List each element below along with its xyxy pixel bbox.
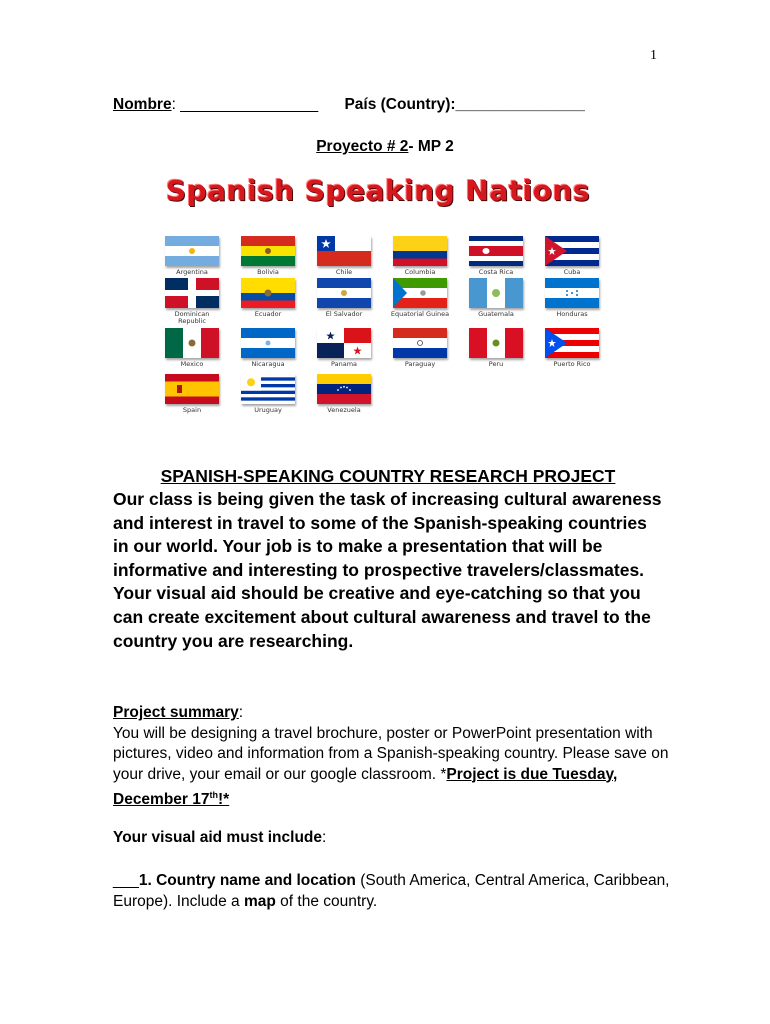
venezuela-flag-icon bbox=[317, 374, 371, 404]
colombia-flag-icon bbox=[393, 236, 447, 266]
mexico-flag-icon bbox=[165, 328, 219, 358]
flag-label: Peru bbox=[488, 360, 504, 368]
flag-label: Panama bbox=[330, 360, 358, 368]
cuba-flag-icon bbox=[545, 236, 599, 266]
flag-label: Uruguay bbox=[254, 406, 282, 414]
flag-cell-chile bbox=[314, 236, 374, 276]
flag-cell-mexico bbox=[162, 328, 222, 368]
due-date-end: !* bbox=[218, 791, 230, 809]
el-salvador-flag-icon bbox=[317, 278, 371, 308]
flag-cell-argentina bbox=[162, 236, 222, 276]
project-title bbox=[0, 138, 770, 156]
flag-label: Cuba bbox=[563, 268, 581, 276]
flags-collage bbox=[148, 168, 608, 418]
checklist-blank: ___ bbox=[113, 872, 139, 889]
student-header bbox=[113, 96, 673, 114]
dominican-republic-flag-icon bbox=[165, 278, 219, 308]
flag-cell-peru bbox=[466, 328, 526, 368]
nombre-colon: : bbox=[171, 96, 176, 113]
flag-label: Argentina bbox=[176, 268, 208, 276]
flag-cell-honduras bbox=[542, 278, 602, 318]
flag-cell-colombia bbox=[390, 236, 450, 276]
guatemala-flag-icon bbox=[469, 278, 523, 308]
nombre-label: Nombre bbox=[113, 96, 172, 113]
flag-label: Mexico bbox=[180, 360, 204, 368]
flag-label: Paraguay bbox=[404, 360, 436, 368]
argentina-flag-icon bbox=[165, 236, 219, 266]
costa-rica-flag-icon bbox=[469, 236, 523, 266]
panama-flag-icon bbox=[317, 328, 371, 358]
due-date-suffix: th bbox=[209, 790, 219, 800]
flag-label: Guatemala bbox=[478, 310, 514, 318]
page-number: 1 bbox=[650, 48, 657, 63]
pais-label: País (Country): bbox=[344, 96, 456, 113]
project-mp: - MP 2 bbox=[408, 138, 454, 155]
flag-cell-equatorial-guinea bbox=[390, 278, 450, 318]
include-label: Your visual aid must include bbox=[113, 829, 323, 846]
item-1-text-a: (South America, Central America, Caribbean, Europe). Include a bbox=[113, 872, 670, 910]
item-1-map-word: map bbox=[243, 892, 276, 910]
flag-cell-guatemala bbox=[466, 278, 526, 318]
flag-label: Costa Rica bbox=[478, 268, 514, 276]
equatorial-guinea-flag-icon bbox=[393, 278, 447, 308]
flag-cell-dominican-republic bbox=[162, 278, 222, 325]
nicaragua-flag-icon bbox=[241, 328, 295, 358]
flag-label: Puerto Rico bbox=[553, 360, 591, 368]
due-date-text: Project is due Tuesday, December 17 bbox=[113, 765, 618, 809]
flag-label: Venezuela bbox=[327, 406, 361, 414]
flag-label: Nicaragua bbox=[251, 360, 285, 368]
project-number: Proyecto # 2 bbox=[316, 138, 409, 155]
flag-cell-costa-rica bbox=[466, 236, 526, 276]
peru-flag-icon bbox=[469, 328, 523, 358]
flag-cell-nicaragua bbox=[238, 328, 298, 368]
include-heading bbox=[113, 829, 326, 847]
flag-label: Honduras bbox=[556, 310, 588, 318]
intro-paragraph: Our class is being given the task of increasing cultural awareness and interest in travel to some of the Spanish-speaking countries in our world. Your job is to make a presentation that will be informative and interesting to prospective travelers/classmates. Your visual aid should be creative and eye-catching so that you can create excitement about cultural awareness and travel to the country you are researching. bbox=[113, 489, 662, 651]
flag-cell-bolivia bbox=[238, 236, 298, 276]
chile-flag-icon bbox=[317, 236, 371, 266]
checklist-item-1 bbox=[113, 871, 673, 912]
flag-label: El Salvador bbox=[325, 310, 363, 318]
research-heading: SPANISH-SPEAKING COUNTRY RESEARCH PROJECT bbox=[160, 466, 616, 486]
honduras-flag-icon bbox=[545, 278, 599, 308]
bolivia-flag-icon bbox=[241, 236, 295, 266]
flag-label: Spain bbox=[182, 406, 202, 414]
flag-label: Ecuador bbox=[254, 310, 282, 318]
project-summary bbox=[113, 703, 673, 811]
flag-label: Chile bbox=[335, 268, 353, 276]
flag-cell-el-salvador bbox=[314, 278, 374, 318]
flag-label: Equatorial Guinea bbox=[390, 310, 450, 318]
banner-title: Spanish Speaking Nations bbox=[165, 174, 591, 207]
flag-cell-paraguay bbox=[390, 328, 450, 368]
flag-cell-puerto-rico bbox=[542, 328, 602, 368]
paraguay-flag-icon bbox=[393, 328, 447, 358]
include-colon: : bbox=[322, 829, 327, 846]
item-1-text-b: of the country. bbox=[275, 892, 378, 910]
nombre-blank: ________________ bbox=[180, 96, 319, 113]
flag-cell-venezuela bbox=[314, 374, 374, 414]
summary-heading: Project summary bbox=[113, 704, 239, 721]
item-1-title: 1. Country name and location bbox=[138, 872, 356, 889]
ecuador-flag-icon bbox=[241, 278, 295, 308]
flag-cell-spain bbox=[162, 374, 222, 414]
flag-cell-panama bbox=[314, 328, 374, 368]
pais-blank: _______________ bbox=[455, 96, 585, 113]
puerto-rico-flag-icon bbox=[545, 328, 599, 358]
summary-colon: : bbox=[238, 704, 244, 721]
flag-cell-cuba bbox=[542, 236, 602, 276]
uruguay-flag-icon bbox=[241, 374, 295, 404]
flag-label: Dominican Republic bbox=[174, 310, 210, 325]
spain-flag-icon bbox=[165, 374, 219, 404]
summary-text: You will be designing a travel brochure, poster or PowerPoint presentation with pictures, video and information from a Spanish-speaking country. Please save on your drive, your email or our google classroom. * bbox=[113, 724, 669, 783]
flag-cell-ecuador bbox=[238, 278, 298, 318]
flag-label: Columbia bbox=[404, 268, 436, 276]
flag-cell-uruguay bbox=[238, 374, 298, 414]
flag-label: Bolivia bbox=[257, 268, 279, 276]
